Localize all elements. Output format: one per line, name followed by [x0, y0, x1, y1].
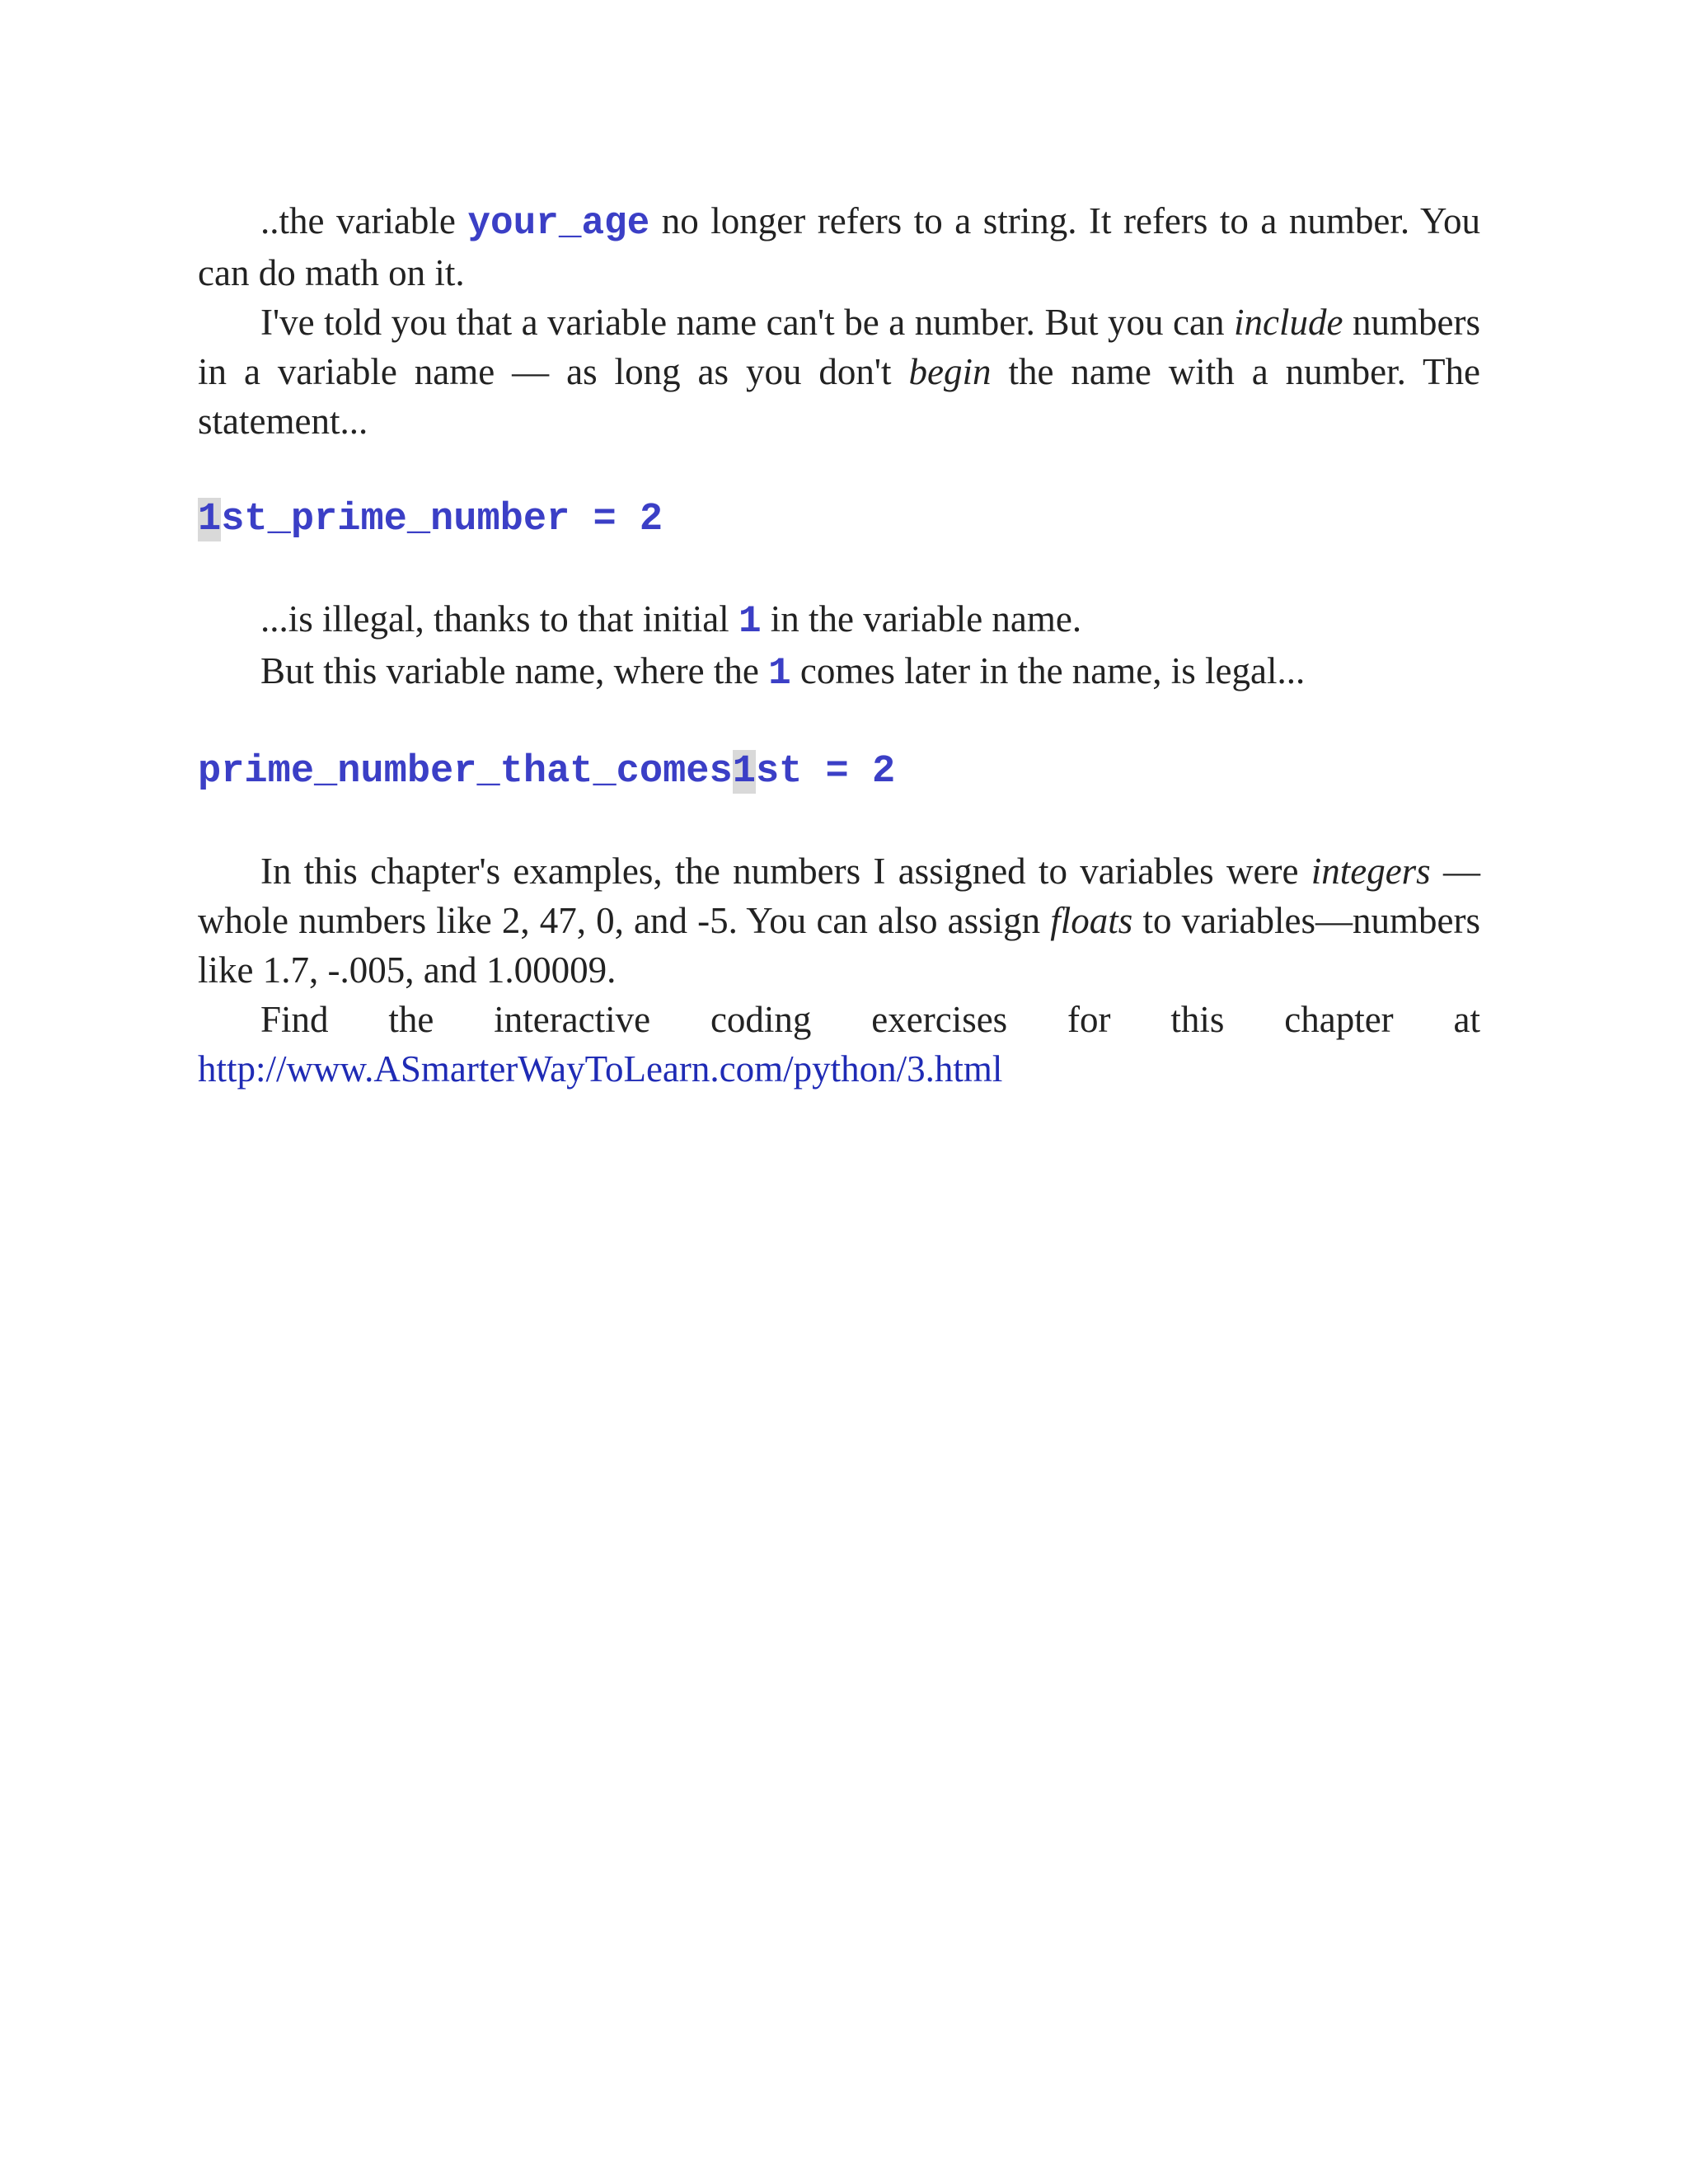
text: the name with a number. The statement...: [198, 351, 1481, 442]
text: Find the interactive coding exercises for this chapter at: [260, 999, 1480, 1040]
paragraph-your-age: [198, 196, 1480, 298]
inline-code-your-age: your_age: [467, 202, 650, 245]
emphasis-floats: floats: [1050, 900, 1133, 941]
text: In this chapter's examples, the numbers I assigned to variables were: [260, 851, 1311, 892]
text: in the variable name.: [761, 598, 1082, 640]
paragraph-exercises: [198, 995, 1480, 1094]
text: I've told you that a variable name can't be a number. But you can: [260, 302, 1235, 343]
paragraph-illegal: [198, 594, 1480, 646]
emphasis-begin: begin: [908, 351, 992, 392]
code-example-legal: [198, 748, 1480, 797]
text: comes later in the name, is legal...: [790, 650, 1306, 691]
emphasis-include: include: [1234, 302, 1343, 343]
code-text: st = 2: [755, 750, 896, 794]
paragraph-integers-floats: [198, 846, 1480, 995]
code-example-illegal: [198, 495, 1480, 545]
text: ...is illegal, thanks to that initial: [260, 598, 738, 640]
paragraph-variable-names: [198, 298, 1480, 446]
highlighted-digit: 1: [198, 498, 222, 541]
paragraph-legal: [198, 646, 1480, 698]
text: — whole numbers like 2, 47, 0, and -5. You can also assign: [198, 851, 1480, 941]
text: to variables—numbers like 1.7, -.005, and 1.00009.: [198, 900, 1481, 991]
text: ..the variable: [260, 200, 468, 241]
document-page: [198, 196, 1480, 1094]
highlighted-digit: 1: [732, 750, 756, 794]
text: numbers in a variable name — as long as you don't: [198, 302, 1480, 392]
emphasis-integers: integers: [1311, 851, 1431, 892]
text: no longer refers to a string. It refers to a number. You can do math on it.: [198, 200, 1480, 293]
text: But this variable name, where the: [260, 650, 769, 691]
code-text: st_prime_number = 2: [221, 498, 663, 541]
inline-code-one: 1: [768, 652, 791, 695]
inline-code-one: 1: [738, 600, 762, 643]
code-text: prime_number_that_comes: [198, 750, 733, 794]
exercises-link[interactable]: http://www.ASmarterWayToLearn.com/python/3.html: [198, 1048, 1003, 1090]
